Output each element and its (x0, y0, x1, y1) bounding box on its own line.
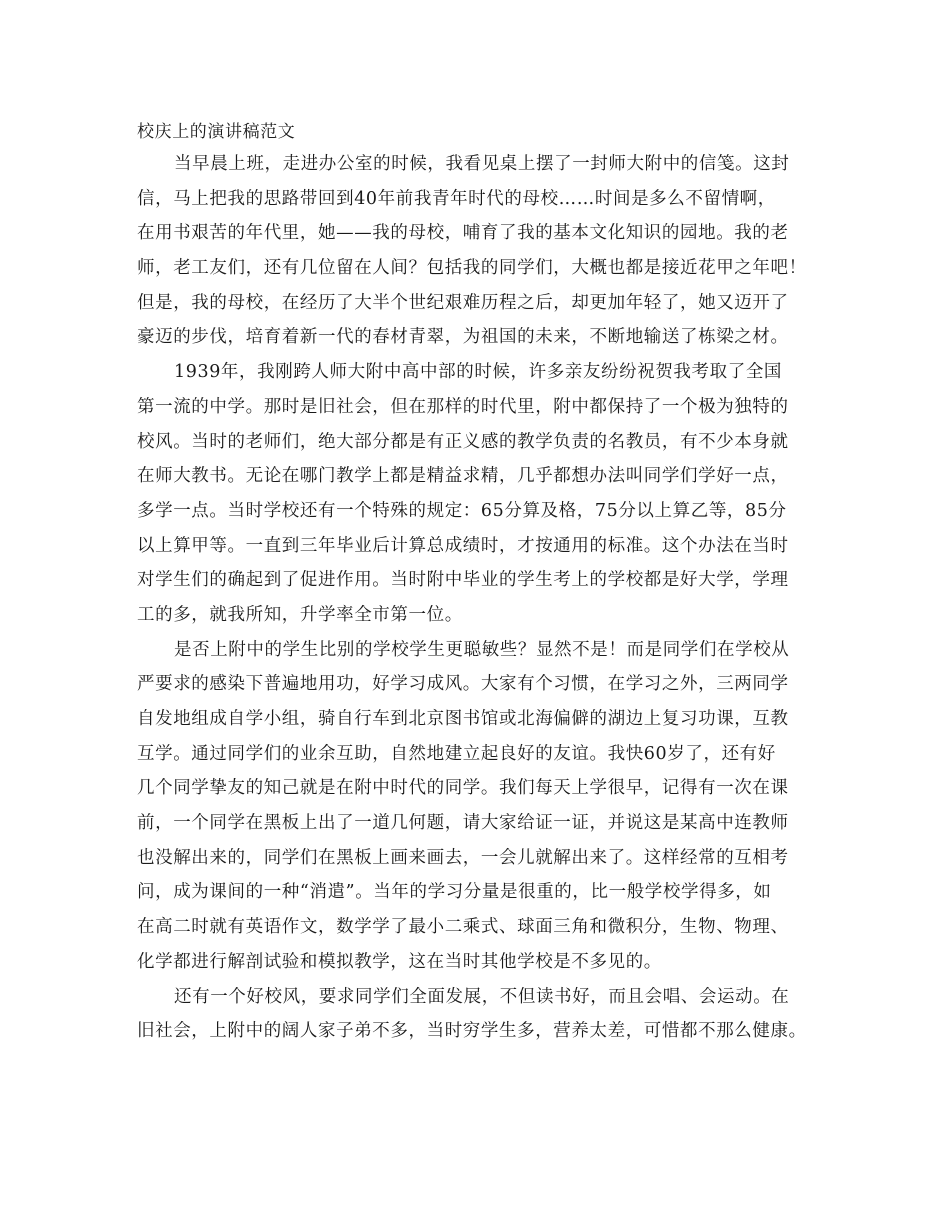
text-line: 在用书艰苦的年代里，她——我的母校，哺育了我的基本文化知识的园地。我的老 (137, 223, 789, 244)
text-line: 豪迈的步伐，培育着新一代的春材青翠，为祖国的未来，不断地输送了栋梁之材。 (137, 327, 789, 348)
text-line: 第一流的中学。那时是旧社会，但在那样的时代里，附中都保持了一个极为独特的 (137, 396, 789, 417)
text-line: 互学。通过同学们的业余互助，自然地建立起良好的友谊。我快60岁了，还有好 (137, 743, 776, 764)
paragraph-2 (137, 355, 827, 633)
paragraph-3 (137, 633, 827, 980)
document-title: 校庆上的演讲稿范文 (137, 122, 296, 142)
text-line: 是否上附中的学生比别的学校学生更聪敏些？显然不是！而是同学们在学校从 (174, 639, 790, 660)
text-line: 多学一点。当时学校还有一个特殊的规定：65分算及格，75分以上算乙等，85分 (137, 500, 787, 521)
text-line: 几个同学挚友的知己就是在附中时代的同学。我们每天上学很早，记得有一次在课 (137, 778, 789, 799)
text-line: 师，老工友们，还有几位留在人间？包括我的同学们，大概也都是接近花甲之年吧！ (137, 258, 807, 279)
text-line: 工的多，就我所知，升学率全市第一位。 (137, 604, 463, 625)
text-line: 但是，我的母校，在经历了大半个世纪艰难历程之后，却更加年轻了，她又迈开了 (137, 292, 789, 313)
text-line: 信，马上把我的思路带回到40年前我青年时代的母校……时间是多么不留情啊， (137, 188, 776, 209)
text-line: 化学都进行解剖试验和模拟教学，这在当时其他学校是不多见的。 (137, 951, 662, 972)
text-line: 在师大教书。无论在哪门教学上都是精益求精，几乎都想办法叫同学们学好一点， (137, 466, 789, 487)
text-line: 1939年，我刚跨人师大附中高中部的时候，许多亲友纷纷祝贺我考取了全国 (174, 362, 783, 383)
text-line: 严要求的感染下普遍地用功，好学习成风。大家有个习惯，在学习之外，三两同学 (137, 674, 789, 695)
text-line: 也没解出来的，同学们在黑板上画来画去，一会儿就解出来了。这样经常的互相考 (137, 847, 789, 868)
text-line: 自发地组成自学小组，骑自行车到北京图书馆或北海偏僻的湖边上复习功课，互教 (137, 709, 789, 729)
paragraph-4 (137, 980, 827, 1049)
text-line: 当早晨上班，走进办公室的时候，我看见桌上摆了一封师大附中的信笺。这封 (174, 154, 790, 174)
text-line: 在高二时就有英语作文，数学学了最小二乘式、球面三角和微积分，生物、物理、 (137, 917, 789, 938)
text-line: 前，一个同学在黑板上出了一道几何题，请大家给证一证，并说这是某高中连教师 (137, 813, 789, 834)
document-body (137, 117, 827, 1049)
text-line: 对学生们的确起到了促进作用。当时附中毕业的学生考上的学校都是好大学，学理 (137, 570, 789, 591)
paragraph-1 (137, 147, 827, 355)
text-line: 还有一个好校风，要求同学们全面发展，不但读书好，而且会唱、会运动。在 (174, 986, 790, 1007)
text-line: 校风。当时的老师们，绝大部分都是有正义感的教学负责的名教员，有不少本身就 (137, 431, 789, 452)
text-line: 问，成为课间的一种“消遣”。当年的学习分量是很重的，比一般学校学得多，如 (137, 882, 772, 903)
text-line: 以上算甲等。一直到三年毕业后计算总成绩时，才按通用的标准。这个办法在当时 (137, 535, 789, 556)
text-line: 旧社会，上附中的阔人家子弟不多，当时穷学生多，营养太差，可惜都不那么健康。 (137, 1021, 807, 1042)
